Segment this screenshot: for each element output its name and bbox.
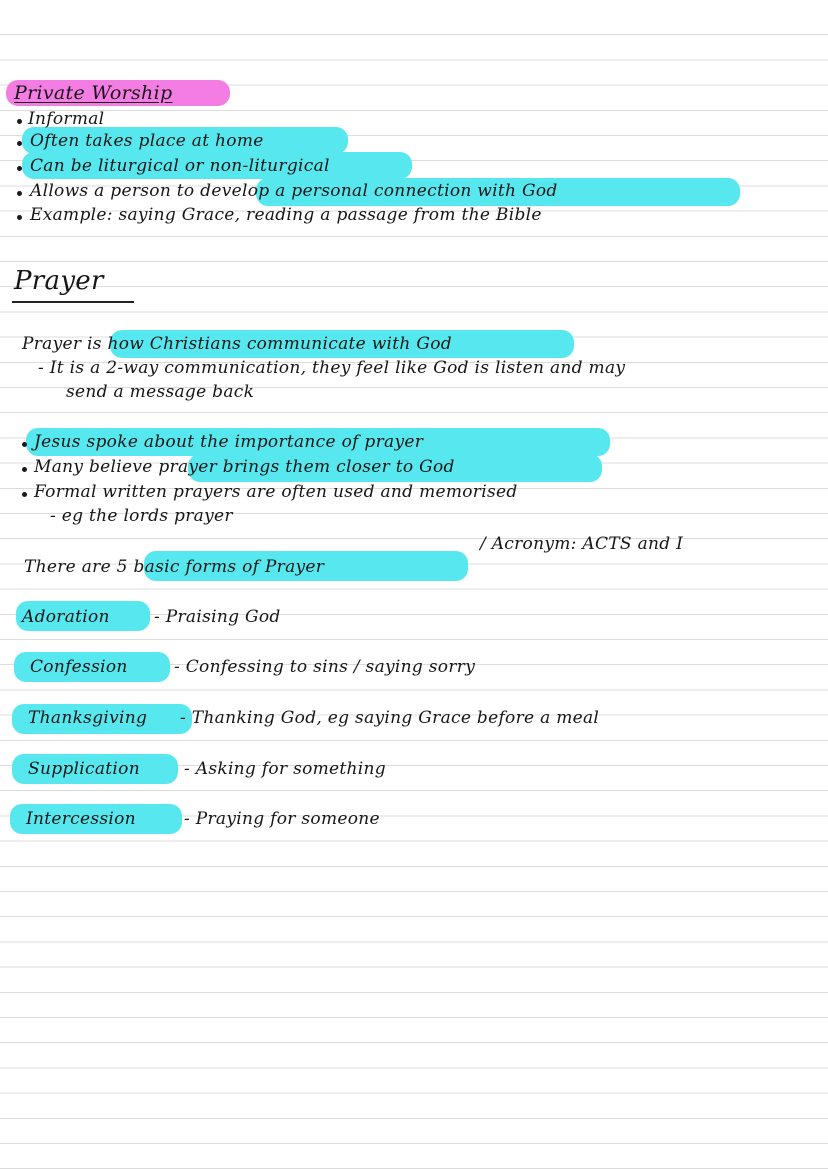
form-confession-term: Confession xyxy=(30,657,128,677)
bullet-formal-example: - eg the lords prayer xyxy=(50,506,233,526)
bullet-example: Example: saying Grace, reading a passage from the Bible xyxy=(30,205,542,225)
prayer-two-way-cont: send a message back xyxy=(66,382,255,402)
bullet xyxy=(22,492,27,497)
section-title-prayer: Prayer xyxy=(14,266,104,296)
prayer-definition: Prayer is how Christians communicate with God xyxy=(22,334,452,354)
form-intercession-desc: - Praying for someone xyxy=(184,809,380,829)
form-intercession-term: Intercession xyxy=(26,809,136,829)
bullet xyxy=(17,141,22,146)
acronym-note: / Acronym: ACTS and I xyxy=(480,534,684,554)
bullet xyxy=(17,191,22,196)
prayer-two-way: - It is a 2-way communication, they feel like God is listen and may xyxy=(38,358,626,378)
title-underline xyxy=(12,301,134,303)
bullet-closer: Many believe prayer brings them closer to God xyxy=(34,457,455,477)
section-title-private-worship: Private Worship xyxy=(14,82,173,104)
form-adoration-term: Adoration xyxy=(22,607,110,627)
form-thanksgiving-desc: - Thanking God, eg saying Grace before a meal xyxy=(180,708,600,728)
bullet-informal: Informal xyxy=(28,109,105,129)
bullet xyxy=(17,166,22,171)
form-thanksgiving-term: Thanksgiving xyxy=(28,708,148,728)
bullet xyxy=(22,467,27,472)
bullet-connection: Allows a person to develop a personal connection with God xyxy=(30,181,558,201)
bullet xyxy=(22,442,27,447)
bullet-formal: Formal written prayers are often used and memorised xyxy=(34,482,518,502)
bullet-jesus: Jesus spoke about the importance of prayer xyxy=(34,432,424,452)
form-supplication-term: Supplication xyxy=(28,759,140,779)
form-supplication-desc: - Asking for something xyxy=(184,759,386,779)
forms-intro: There are 5 basic forms of Prayer xyxy=(24,557,325,577)
bullet xyxy=(17,119,22,124)
bullet-liturgical: Can be liturgical or non-liturgical xyxy=(30,156,330,176)
form-adoration-desc: - Praising God xyxy=(154,607,281,627)
form-confession-desc: - Confessing to sins / saying sorry xyxy=(174,657,476,677)
bullet xyxy=(17,215,22,220)
bullet-home: Often takes place at home xyxy=(30,131,264,151)
